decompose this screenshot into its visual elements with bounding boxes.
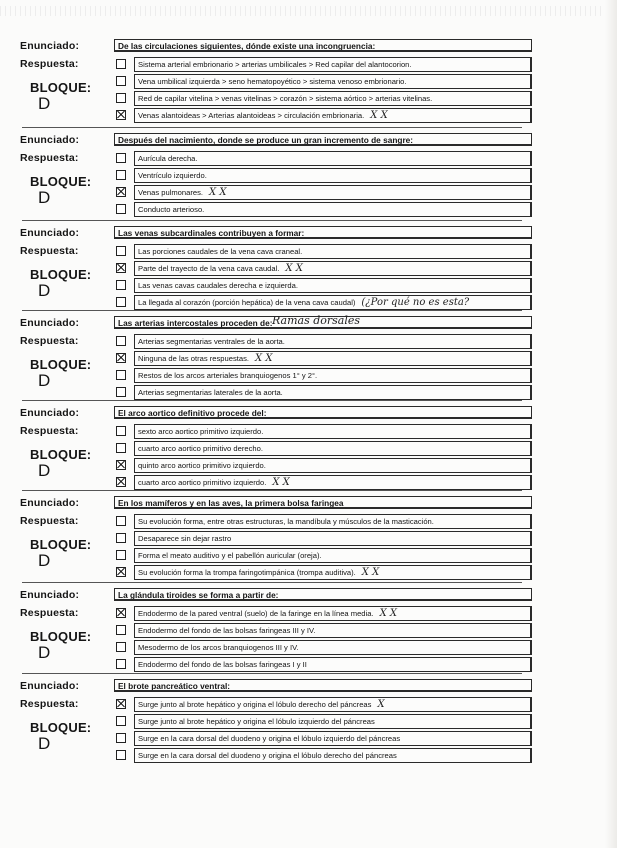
section-divider bbox=[22, 673, 522, 674]
enunciado-label: Enunciado: bbox=[20, 497, 80, 509]
answer-checkbox[interactable] bbox=[116, 460, 126, 470]
answer-option[interactable] bbox=[116, 351, 532, 367]
option-label: Vena umbilical izquierda > seno hematopoyético > sistema venoso embrionario. bbox=[138, 77, 407, 86]
bloque-value: D bbox=[38, 94, 51, 113]
answer-option[interactable] bbox=[116, 458, 532, 474]
bloque-value: D bbox=[38, 461, 51, 480]
option-text bbox=[134, 548, 532, 563]
answer-option[interactable] bbox=[116, 261, 532, 277]
section-divider bbox=[22, 127, 522, 128]
section-divider bbox=[22, 310, 522, 311]
answer-checkbox[interactable] bbox=[116, 280, 126, 290]
answer-option[interactable] bbox=[116, 74, 532, 90]
handwritten-mark: X X bbox=[209, 187, 227, 198]
option-label: Endodermo del fondo de las bolsas faringeas III y IV. bbox=[138, 626, 316, 635]
answer-checkbox[interactable] bbox=[116, 353, 126, 363]
question-stem: La glándula tiroides se forma a partir de: bbox=[114, 588, 532, 601]
option-text bbox=[134, 514, 532, 529]
answer-option[interactable] bbox=[116, 57, 532, 73]
bloque-label: BLOQUE: bbox=[30, 174, 92, 189]
option-label: Forma el meato auditivo y el pabellón auricular (oreja). bbox=[138, 551, 322, 560]
answer-checkbox[interactable] bbox=[116, 336, 126, 346]
option-label: Mesodermo de los arcos branquiogenos III y IV. bbox=[138, 643, 299, 652]
option-label: cuarto arco aortico primitivo derecho. bbox=[138, 444, 263, 453]
option-label: Surge junto al brote hepático y origina el lóbulo derecho del páncreas bbox=[138, 700, 372, 709]
option-text bbox=[134, 441, 532, 456]
question-block bbox=[16, 225, 536, 317]
question-block bbox=[16, 132, 536, 224]
option-label: Venas alantoideas > Arterias alantoideas > circulación embrionaria. bbox=[138, 111, 365, 120]
answer-option[interactable] bbox=[116, 202, 532, 218]
option-label: sexto arco aortico primitivo izquierdo. bbox=[138, 427, 264, 436]
option-text bbox=[134, 475, 532, 490]
answer-checkbox[interactable] bbox=[116, 659, 126, 669]
option-label: Las porciones caudales de la vena cava craneal. bbox=[138, 247, 303, 256]
answer-checkbox[interactable] bbox=[116, 187, 126, 197]
answer-checkbox[interactable] bbox=[116, 625, 126, 635]
respuesta-label: Respuesta: bbox=[20, 245, 79, 257]
answer-checkbox[interactable] bbox=[116, 567, 126, 577]
answer-option[interactable] bbox=[116, 334, 532, 350]
option-label: Endodermo de la pared ventral (suelo) de la faringe en la línea media. bbox=[138, 609, 374, 618]
option-label: Ninguna de las otras respuestas. bbox=[138, 354, 250, 363]
answer-option[interactable] bbox=[116, 475, 532, 491]
question-block bbox=[16, 405, 536, 497]
option-text bbox=[134, 640, 532, 655]
option-label: Desaparece sin dejar rastro bbox=[138, 534, 232, 543]
answer-option[interactable] bbox=[116, 531, 532, 547]
answer-checkbox[interactable] bbox=[116, 246, 126, 256]
respuesta-label: Respuesta: bbox=[20, 58, 79, 70]
answer-option[interactable] bbox=[116, 548, 532, 564]
page-top-mark bbox=[0, 6, 617, 16]
option-text bbox=[134, 385, 532, 400]
bloque-value: D bbox=[38, 188, 51, 207]
option-label: Parte del trayecto de la vena cava caudal. bbox=[138, 264, 280, 273]
answer-checkbox[interactable] bbox=[116, 443, 126, 453]
answer-checkbox[interactable] bbox=[116, 642, 126, 652]
enunciado-label: Enunciado: bbox=[20, 134, 80, 146]
answer-checkbox[interactable] bbox=[116, 516, 126, 526]
answer-option[interactable] bbox=[116, 606, 532, 622]
answer-checkbox[interactable] bbox=[116, 204, 126, 214]
respuesta-label: Respuesta: bbox=[20, 152, 79, 164]
answer-checkbox[interactable] bbox=[116, 170, 126, 180]
answer-option[interactable] bbox=[116, 168, 532, 184]
section-divider bbox=[22, 582, 522, 583]
answer-checkbox[interactable] bbox=[116, 733, 126, 743]
option-text bbox=[134, 57, 532, 72]
option-label: quinto arco aortico primitivo izquierdo. bbox=[138, 461, 266, 470]
enunciado-label: Enunciado: bbox=[20, 407, 80, 419]
bloque-label: BLOQUE: bbox=[30, 80, 92, 95]
section-divider bbox=[22, 400, 522, 401]
answer-option[interactable] bbox=[116, 424, 532, 440]
option-text bbox=[134, 714, 532, 729]
question-stem: De las circulaciones siguientes, dónde existe una incongruencia: bbox=[114, 39, 532, 52]
enunciado-label: Enunciado: bbox=[20, 680, 80, 692]
answer-option[interactable] bbox=[116, 185, 532, 201]
bloque-label: BLOQUE: bbox=[30, 629, 92, 644]
answer-checkbox[interactable] bbox=[116, 263, 126, 273]
answer-checkbox[interactable] bbox=[116, 76, 126, 86]
answer-option[interactable] bbox=[116, 108, 532, 124]
bloque-value: D bbox=[38, 734, 51, 753]
answer-checkbox[interactable] bbox=[116, 387, 126, 397]
bloque-value: D bbox=[38, 371, 51, 390]
answer-option[interactable] bbox=[116, 714, 532, 730]
option-label: cuarto arco aortico primitivo izquierdo. bbox=[138, 478, 267, 487]
question-stem: Las venas subcardinales contribuyen a formar: bbox=[114, 226, 532, 239]
option-text bbox=[134, 202, 532, 217]
option-text bbox=[134, 657, 532, 672]
question-block bbox=[16, 38, 536, 130]
bloque-value: D bbox=[38, 281, 51, 300]
option-text bbox=[134, 185, 532, 200]
option-label: Aurícula derecha. bbox=[138, 154, 198, 163]
answer-checkbox[interactable] bbox=[116, 550, 126, 560]
bloque-label: BLOQUE: bbox=[30, 720, 92, 735]
section-divider bbox=[22, 490, 522, 491]
option-text bbox=[134, 531, 532, 546]
option-label: Conducto arterioso. bbox=[138, 205, 205, 214]
answer-option[interactable] bbox=[116, 657, 532, 673]
option-text bbox=[134, 623, 532, 638]
answer-checkbox[interactable] bbox=[116, 426, 126, 436]
handwritten-mark: X bbox=[377, 699, 385, 710]
answer-option[interactable] bbox=[116, 385, 532, 401]
option-text bbox=[134, 244, 532, 259]
answer-checkbox[interactable] bbox=[116, 370, 126, 380]
answer-option[interactable] bbox=[116, 91, 532, 107]
question-block bbox=[16, 315, 536, 407]
answer-checkbox[interactable] bbox=[116, 477, 126, 487]
question-stem: El arco aortico definitivo procede del: bbox=[114, 406, 532, 419]
respuesta-label: Respuesta: bbox=[20, 607, 79, 619]
option-label: Surge en la cara dorsal del duodeno y origina el lóbulo derecho del páncreas bbox=[138, 751, 397, 760]
question-stem: El brote pancreático ventral: bbox=[114, 679, 532, 692]
option-text bbox=[134, 368, 532, 383]
option-label: Surge en la cara dorsal del duodeno y origina el lóbulo izquierdo del páncreas bbox=[138, 734, 401, 743]
option-text bbox=[134, 261, 532, 276]
answer-option[interactable] bbox=[116, 697, 532, 713]
option-label: Red de capilar vitelina > venas vitelinas > corazón > sistema aórtico > arterias vitelinas. bbox=[138, 94, 433, 103]
handwritten-mark: X X bbox=[379, 608, 397, 619]
handwritten-mark: X X bbox=[370, 110, 388, 121]
bloque-label: BLOQUE: bbox=[30, 357, 92, 372]
option-label: Restos de los arcos arteriales branquiogenos 1° y 2°. bbox=[138, 371, 318, 380]
option-text bbox=[134, 74, 532, 89]
option-label: Arterias segmentarias laterales de la aorta. bbox=[138, 388, 283, 397]
enunciado-label: Enunciado: bbox=[20, 589, 80, 601]
option-label: Ventrículo izquierdo. bbox=[138, 171, 207, 180]
enunciado-label: Enunciado: bbox=[20, 227, 80, 239]
bloque-label: BLOQUE: bbox=[30, 267, 92, 282]
answer-option[interactable] bbox=[116, 731, 532, 747]
answer-checkbox[interactable] bbox=[116, 533, 126, 543]
option-text bbox=[134, 334, 532, 349]
option-text bbox=[134, 108, 532, 123]
respuesta-label: Respuesta: bbox=[20, 335, 79, 347]
answer-option[interactable] bbox=[116, 640, 532, 656]
option-text bbox=[134, 351, 532, 366]
bloque-label: BLOQUE: bbox=[30, 537, 92, 552]
handwritten-mark: X X bbox=[272, 477, 290, 488]
handwritten-mark: X X bbox=[361, 567, 380, 578]
option-label: Su evolución forma, entre otras estructuras, la mandíbula y músculos de la masticación. bbox=[138, 517, 434, 526]
answer-option[interactable] bbox=[116, 514, 532, 530]
answer-checkbox[interactable] bbox=[116, 699, 126, 709]
option-text bbox=[134, 295, 532, 310]
answer-option[interactable] bbox=[116, 368, 532, 384]
respuesta-label: Respuesta: bbox=[20, 698, 79, 710]
answer-option[interactable] bbox=[116, 295, 532, 311]
option-text bbox=[134, 731, 532, 746]
answer-checkbox[interactable] bbox=[116, 93, 126, 103]
answer-checkbox[interactable] bbox=[116, 608, 126, 618]
bloque-label: BLOQUE: bbox=[30, 447, 92, 462]
respuesta-label: Respuesta: bbox=[20, 515, 79, 527]
answer-checkbox[interactable] bbox=[116, 153, 126, 163]
answer-checkbox[interactable] bbox=[116, 59, 126, 69]
answer-checkbox[interactable] bbox=[116, 750, 126, 760]
option-label: Venas pulmonares. bbox=[138, 188, 204, 197]
answer-checkbox[interactable] bbox=[116, 716, 126, 726]
answer-option[interactable] bbox=[116, 623, 532, 639]
option-text bbox=[134, 748, 532, 763]
option-label: Surge junto al brote hepático y origina el lóbulo izquierdo del páncreas bbox=[138, 717, 375, 726]
option-text bbox=[134, 151, 532, 166]
answer-option[interactable] bbox=[116, 565, 532, 581]
option-label: Su evolución forma la trompa faringotimpánica (trompa auditiva). bbox=[138, 568, 356, 577]
page-edge-shadow bbox=[605, 0, 617, 848]
option-label: Las venas cavas caudales derecha e izquierda. bbox=[138, 281, 298, 290]
option-text bbox=[134, 458, 532, 473]
answer-option[interactable] bbox=[116, 441, 532, 457]
answer-option[interactable] bbox=[116, 748, 532, 764]
answer-option[interactable] bbox=[116, 151, 532, 167]
section-divider bbox=[22, 220, 522, 221]
option-text bbox=[134, 606, 532, 621]
handwritten-mark: (¿Por qué no es esta? bbox=[361, 297, 470, 308]
option-text bbox=[134, 278, 532, 293]
handwritten-stem-note: Ramas dorsales bbox=[272, 314, 361, 327]
option-label: Sistema arterial embrionario > arterias umbilicales > Red capilar del alantocorion. bbox=[138, 60, 412, 69]
option-text bbox=[134, 168, 532, 183]
question-stem: Las arterias intercostales proceden de: bbox=[114, 316, 532, 329]
enunciado-label: Enunciado: bbox=[20, 317, 80, 329]
question-block bbox=[16, 495, 536, 587]
option-text bbox=[134, 565, 532, 580]
enunciado-label: Enunciado: bbox=[20, 40, 80, 52]
option-label: La llegada al corazón (porción hepática) de la vena cava caudal) bbox=[138, 298, 356, 307]
question-block bbox=[16, 678, 536, 770]
question-stem: En los mamíferos y en las aves, la primera bolsa faringea bbox=[114, 496, 532, 509]
answer-checkbox[interactable] bbox=[116, 110, 126, 120]
question-block bbox=[16, 587, 536, 679]
respuesta-label: Respuesta: bbox=[20, 425, 79, 437]
answer-option[interactable] bbox=[116, 278, 532, 294]
handwritten-mark: X X bbox=[255, 353, 273, 364]
answer-option[interactable] bbox=[116, 244, 532, 260]
option-label: Endodermo del fondo de las bolsas faringeas I y II bbox=[138, 660, 307, 669]
answer-checkbox[interactable] bbox=[116, 297, 126, 307]
option-text bbox=[134, 91, 532, 106]
question-stem: Después del nacimiento, donde se produce un gran incremento de sangre: bbox=[114, 133, 532, 146]
option-text bbox=[134, 424, 532, 439]
bloque-value: D bbox=[38, 643, 51, 662]
option-label: Arterias segmentarias ventrales de la aorta. bbox=[138, 337, 285, 346]
option-text bbox=[134, 697, 532, 712]
handwritten-mark: X X bbox=[285, 263, 303, 274]
bloque-value: D bbox=[38, 551, 51, 570]
